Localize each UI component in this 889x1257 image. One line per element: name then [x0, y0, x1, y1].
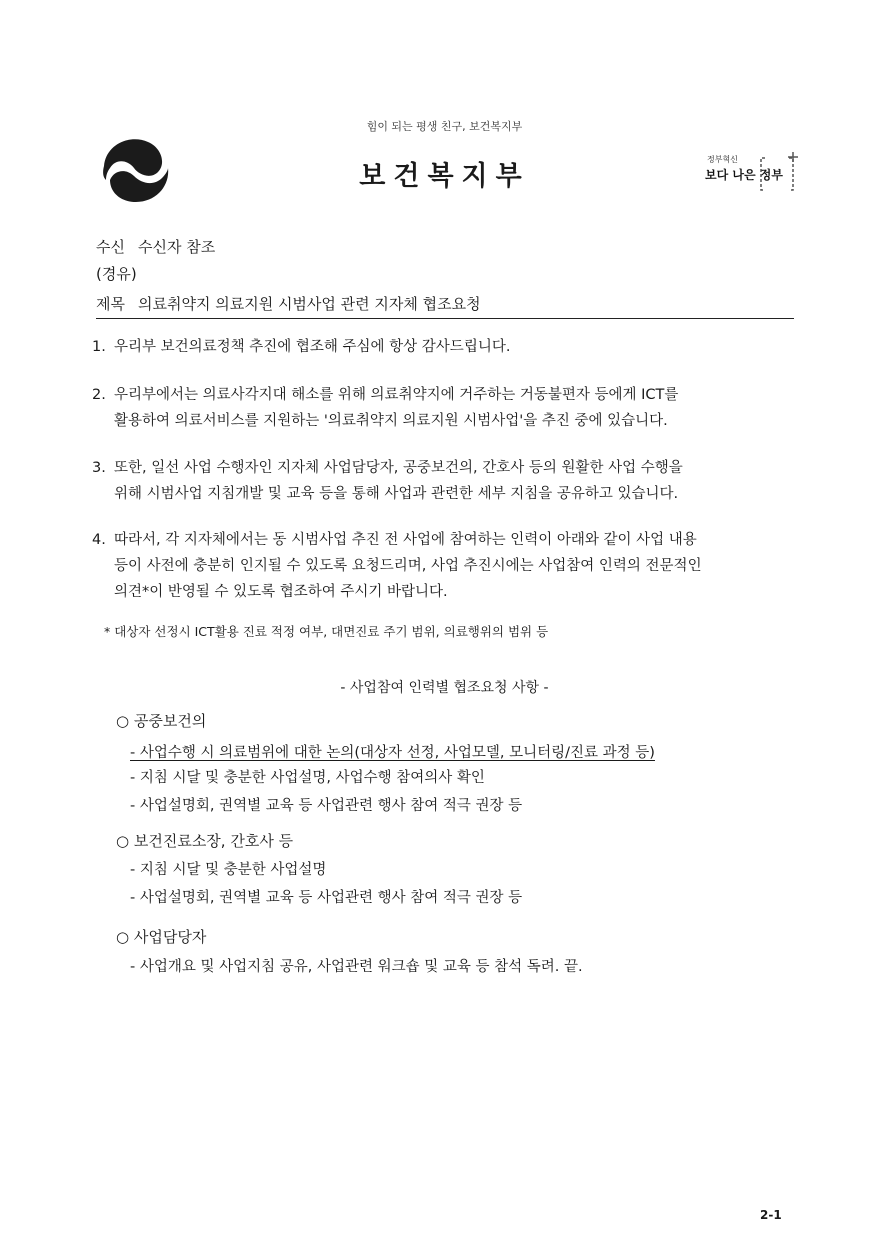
- paragraph-2: [92, 382, 678, 434]
- ministry-title: 보건복지부: [359, 161, 530, 192]
- group-item: - 사업설명회, 권역별 교육 등 사업관련 행사 참여 적극 권장 등: [130, 798, 523, 814]
- paragraph-line: 또한, 일선 사업 수행자인 지자체 사업담당자, 공중보건의, 간호사 등의 원활한 사업 수행을: [114, 460, 683, 476]
- paragraph-line: 따라서, 각 지자체에서는 동 시범사업 추진 전 사업에 참여하는 인력이 아래와 같이 사업 내용: [114, 532, 697, 548]
- paragraph-4: [92, 527, 702, 605]
- paragraph-number: 4.: [92, 532, 106, 548]
- paragraph-line: 위해 시범사업 지침개발 및 교육 등을 통해 사업과 관련한 세부 지침을 공유하고 있습니다.: [114, 486, 679, 502]
- paragraph-3: [92, 455, 683, 507]
- recipient-value: 수신자 참조: [138, 238, 216, 256]
- footnote: * 대상자 선정시 ICT활용 진료 적정 여부, 대면진료 주기 범위, 의료행위의 범위 등: [104, 624, 549, 639]
- page-number: 2-1: [760, 1208, 782, 1222]
- paragraph-line: 의견*이 반영될 수 있도록 협조하여 주시기 바랍니다.: [114, 584, 448, 600]
- paragraph-1: [92, 334, 510, 360]
- group-title-clinic-director-nurse: ○ 보건진료소장, 간호사 등: [116, 832, 294, 850]
- paragraph-number: 3.: [92, 460, 106, 476]
- paragraph-line: 우리부 보건의료정책 추진에 협조해 주심에 항상 감사드립니다.: [114, 339, 511, 355]
- subject-label: 제목: [96, 295, 125, 313]
- subject-divider: [96, 318, 794, 319]
- group-title-project-manager: ○ 사업담당자: [116, 928, 207, 946]
- recipient-label: 수신: [96, 238, 125, 256]
- gov-logo-main-text: 보다 나은 정부: [705, 168, 783, 182]
- recipient-row: [96, 236, 215, 257]
- group-item: - 지침 시달 및 충분한 사업설명, 사업수행 참여의사 확인: [130, 770, 485, 786]
- via-row: (경유): [96, 265, 137, 283]
- group-title-public-health-doctor: ○ 공중보건의: [116, 712, 207, 730]
- government-innovation-logo: [705, 152, 797, 194]
- header-slogan: 힘이 되는 평생 친구, 보건복지부: [366, 120, 523, 133]
- paragraph-number: 1.: [92, 339, 106, 355]
- group-item: - 지침 시달 및 충분한 사업설명: [130, 862, 327, 878]
- group-item: - 사업수행 시 의료범위에 대한 논의(대상자 선정, 사업모델, 모니터링/진료 과정 등): [130, 745, 655, 761]
- paragraph-number: 2.: [92, 387, 106, 403]
- subject-value: 의료취약지 의료지원 시범사업 관련 지자체 협조요청: [138, 295, 481, 313]
- gov-logo-small-text: 정부혁신: [707, 155, 738, 164]
- paragraph-line: 활용하여 의료서비스를 지원하는 '의료취약지 의료지원 시범사업'을 추진 중에 있습니다.: [114, 413, 668, 429]
- group-item: - 사업개요 및 사업지침 공유, 사업관련 워크숍 및 교육 등 참석 독려. 끝.: [130, 959, 583, 975]
- section-title: - 사업참여 인력별 협조요청 사항 -: [340, 680, 549, 696]
- gov-logo-bracket-icon: [759, 152, 799, 194]
- group-item: - 사업설명회, 권역별 교육 등 사업관련 행사 참여 적극 권장 등: [130, 890, 523, 906]
- subject-row: [96, 293, 481, 314]
- paragraph-line: 우리부에서는 의료사각지대 해소를 위해 의료취약지에 거주하는 거동불편자 등에게 ICT를: [114, 387, 679, 403]
- paragraph-line: 등이 사전에 충분히 인지될 수 있도록 요청드리며, 사업 추진시에는 사업참여 인력의 전문적인: [114, 558, 702, 574]
